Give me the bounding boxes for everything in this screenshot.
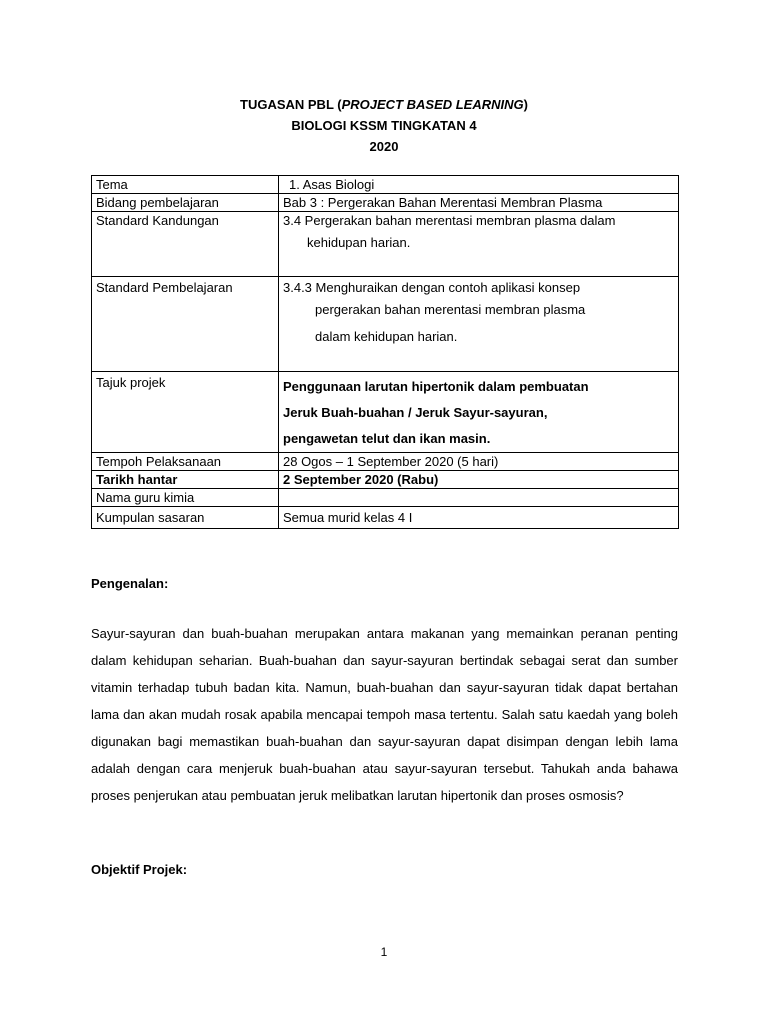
tema-value-text: 1. Asas Biologi — [289, 177, 375, 192]
tajuk-line-3: pengawetan telut dan ikan masin. — [283, 431, 491, 446]
project-info-table — [91, 175, 679, 529]
sp-line-1: 3.4.3 Menghuraikan dengan contoh aplikasi konsep — [283, 280, 581, 295]
kumpulan-value: Semua murid kelas 4 I — [279, 507, 679, 529]
bidang-label: Bidang pembelajaran — [92, 194, 279, 212]
tempoh-value: 28 Ogos – 1 September 2020 (5 hari) — [279, 453, 679, 471]
tarikh-label: Tarikh hantar — [92, 471, 279, 489]
table-row-tarikh — [92, 471, 679, 489]
table-row-tajuk — [92, 372, 679, 453]
tajuk-line-1: Penggunaan larutan hipertonik dalam pembuatan — [283, 379, 589, 394]
tempoh-label: Tempoh Pelaksanaan — [92, 453, 279, 471]
tajuk-label: Tajuk projek — [92, 372, 279, 453]
objektif-heading: Objektif Projek: — [91, 862, 188, 877]
header-line-2: BIOLOGI KSSM TINGKATAN 4 — [291, 118, 477, 133]
header-line-1-italic: PROJECT BASED LEARNING — [341, 97, 524, 112]
header-line-1-pre: TUGASAN PBL ( — [240, 97, 342, 112]
sk-line-1: 3.4 Pergerakan bahan merentasi membran plasma dalam — [283, 213, 616, 228]
document-header — [0, 94, 768, 157]
sp-value — [279, 277, 679, 372]
sk-label: Standard Kandungan — [92, 212, 279, 277]
tajuk-line-2: Jeruk Buah-buahan / Jeruk Sayur-sayuran, — [283, 405, 548, 420]
table-row-tempoh — [92, 453, 679, 471]
guru-value — [279, 489, 679, 507]
tajuk-value — [279, 372, 679, 453]
header-line-1-post: ) — [523, 97, 528, 112]
table-row-guru — [92, 489, 679, 507]
sp-line-3: dalam kehidupan harian. — [315, 329, 458, 344]
table-row-bidang — [92, 194, 679, 212]
kumpulan-label: Kumpulan sasaran — [92, 507, 279, 529]
table-row-standard-kandungan — [92, 212, 679, 277]
pengenalan-heading: Pengenalan: — [91, 576, 169, 591]
header-line-3: 2020 — [369, 139, 399, 154]
guru-label: Nama guru kimia — [92, 489, 279, 507]
sp-label: Standard Pembelajaran — [92, 277, 279, 372]
tarikh-value: 2 September 2020 (Rabu) — [279, 471, 679, 489]
sp-line-2: pergerakan bahan merentasi membran plasma — [315, 302, 586, 317]
page-number: 1 — [380, 945, 388, 959]
tema-label: Tema — [92, 176, 279, 194]
table-row-tema — [92, 176, 679, 194]
sk-value — [279, 212, 679, 277]
bidang-value: Bab 3 : Pergerakan Bahan Merentasi Membran Plasma — [279, 194, 679, 212]
pengenalan-paragraph: Sayur-sayuran dan buah-buahan merupakan antara makanan yang memainkan peranan penting dalam kehidupan seharian. Buah-buahan dan sayur-sayuran bertindak sebagai serat dan sumber vitamin terhadap tubuh badan kita. Namun, buah-buahan dan sayur-sayuran tidak dapat bertahan lama dan akan mudah rosak apabila mencapai tempoh masa tertentu. Salah satu kaedah yang boleh digunakan bagi memastikan buah-buahan dan sayur-sayuran dapat disimpan dengan lebih lama adalah dengan cara menjeruk buah-buahan atau sayur-sayuran tersebut. Tahukah anda bahawa proses penjerukan atau pembuatan jeruk melibatkan larutan hipertonik dan proses osmosis? — [91, 626, 678, 803]
header-line-1 — [0, 94, 768, 115]
tema-value — [279, 176, 679, 194]
sk-line-2: kehidupan harian. — [307, 235, 411, 250]
table-row-standard-pembelajaran — [92, 277, 679, 372]
table-row-kumpulan — [92, 507, 679, 529]
